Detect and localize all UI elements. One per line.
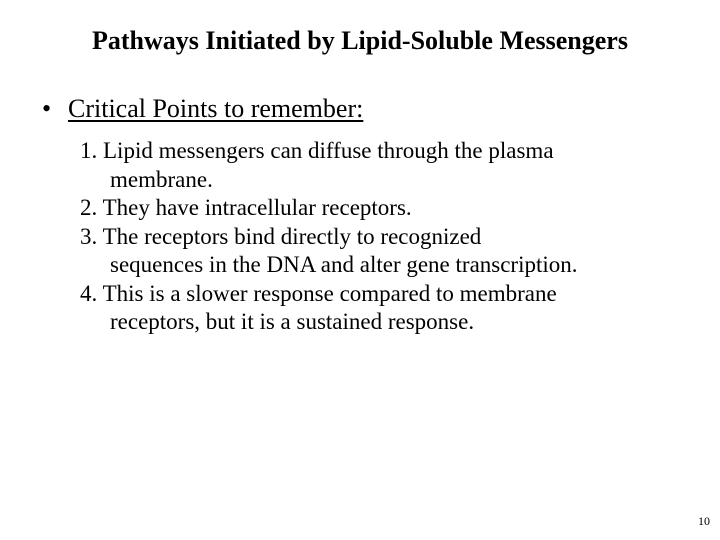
point-2-line-1: 2. They have intracellular receptors. [80,195,412,220]
slide-title: Pathways Initiated by Lipid-Soluble Messengers [92,26,628,55]
point-1-line-1: 1. Lipid messengers can diffuse through the plasma [80,138,554,163]
point-item-4 [80,280,700,337]
point-4-line-2: receptors, but it is a sustained response. [110,309,475,334]
numbered-points-list [80,137,700,337]
bullet-heading [42,92,363,126]
point-3-line-1: 3. The receptors bind directly to recognized [80,223,482,249]
point-item-1 [80,137,700,194]
bullet-heading-text: Critical Points to remember: [68,94,364,123]
page-number: 10 [698,514,710,528]
point-1-line-2: membrane. [110,166,213,192]
point-item-3 [80,223,700,280]
point-item-2 [80,194,700,223]
point-4-line-1: 4. This is a slower response compared to membrane [80,280,557,306]
bullet-marker: • [42,94,52,123]
point-3-line-2: sequences in the DNA and alter gene transcription. [110,252,578,277]
